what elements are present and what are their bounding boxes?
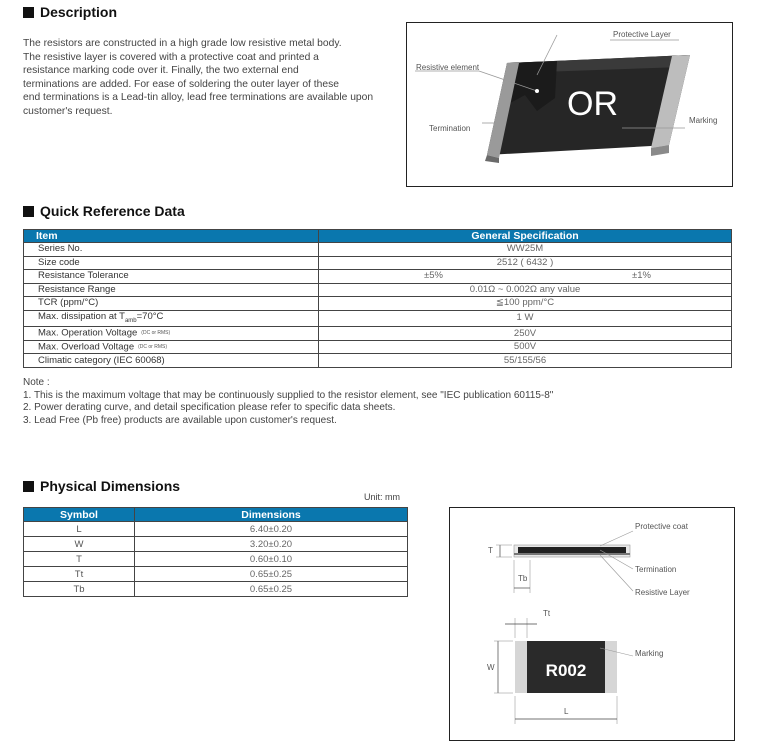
tolerance-value-b: ±1%: [632, 270, 651, 282]
side-view-protective-coat: [518, 547, 626, 553]
label-termination: Termination: [429, 124, 471, 133]
column-header-specification: General Specification: [319, 230, 732, 243]
item-text: Max. Operation Voltage: [38, 327, 138, 339]
label-dim-W: W: [487, 663, 495, 672]
label-dim-L: L: [564, 707, 569, 716]
section-square-icon: [23, 7, 34, 18]
note-heading: Note :: [23, 377, 50, 388]
quick-reference-heading: [23, 203, 185, 219]
description-line: end terminations is a Lead-tin alloy, lead free terminations are available upon: [23, 92, 374, 103]
item-text: Max. dissipation at T: [38, 310, 125, 322]
spec-cell: 2512 ( 6432 ): [319, 256, 732, 270]
dimension-cell: 0.65±0.25: [135, 582, 408, 597]
top-view-right-termination: [605, 641, 617, 693]
spec-cell: 1 W: [319, 310, 732, 327]
table-row: [24, 243, 732, 257]
table-row: [24, 567, 408, 582]
table-row: [24, 582, 408, 597]
description-title: Description: [40, 4, 118, 20]
description-line: The resistors are constructed in a high grade low resistive metal body.: [23, 38, 342, 49]
symbol-cell: W: [24, 537, 135, 552]
label-termination: Termination: [635, 565, 677, 574]
symbol-cell: L: [24, 522, 135, 537]
symbol-cell: T: [24, 552, 135, 567]
spec-cell: 0.01Ω ~ 0.002Ω any value: [319, 283, 732, 297]
table-row: [24, 297, 732, 311]
label-protective-coat: Protective coat: [635, 522, 688, 531]
dimension-drawing-illustration: [450, 508, 734, 740]
item-tail: =70°C: [136, 310, 164, 322]
item-cell: Size code: [24, 256, 319, 270]
label-resistive-element: Resistive element: [416, 63, 480, 72]
dimensions-table: [23, 507, 408, 597]
unit-label: Unit: mm: [364, 492, 400, 502]
resistor-structure-figure: [406, 22, 733, 187]
description-text: [23, 37, 398, 118]
dimension-cell: 3.20±0.20: [135, 537, 408, 552]
column-header-item: Item: [24, 230, 319, 243]
description-line: terminations are added. For ease of soldering the outer layer of these: [23, 78, 339, 90]
dimension-drawing-figure: [449, 507, 735, 741]
resistor-structure-illustration: [407, 23, 732, 186]
table-row: [24, 354, 732, 368]
section-square-icon: [23, 206, 34, 217]
description-line: resistance marking code over it. Finally, the two external end: [23, 65, 299, 76]
note-item: 3. Lead Free (Pb free) products are available upon customer's request.: [23, 414, 337, 426]
dimension-cell: 0.65±0.25: [135, 567, 408, 582]
item-cell: Climatic category (IEC 60068): [24, 354, 319, 368]
spec-cell: 55/155/56: [319, 354, 732, 368]
physical-dimensions-title: Physical Dimensions: [40, 478, 181, 494]
tolerance-value-a: ±5%: [424, 270, 443, 282]
item-cell: [24, 327, 319, 341]
description-heading: [23, 4, 117, 20]
item-note: (DC or RMS): [138, 343, 167, 350]
table-row: [24, 327, 732, 341]
label-dim-Tt: Tt: [543, 609, 551, 618]
table-row: [24, 270, 732, 284]
spec-cell: 500V: [319, 340, 732, 354]
table-header-row: [24, 508, 408, 522]
spec-cell: 250V: [319, 327, 732, 341]
label-protective-layer: Protective Layer: [613, 30, 671, 39]
table-row: [24, 522, 408, 537]
physical-dimensions-heading: [23, 478, 180, 494]
top-view-left-termination: [515, 641, 527, 693]
table-row: [24, 537, 408, 552]
chip-marking: OR: [567, 85, 618, 123]
label-resistive-layer: Resistive Layer: [635, 588, 690, 597]
quick-reference-title: Quick Reference Data: [40, 203, 185, 219]
description-line: The resistive layer is covered with a protective coat and printed a: [23, 51, 319, 63]
symbol-cell: Tt: [24, 567, 135, 582]
spec-cell-split: [319, 270, 732, 284]
symbol-cell: Tb: [24, 582, 135, 597]
label-dim-Tb: Tb: [518, 574, 528, 583]
table-row: [24, 340, 732, 354]
description-line: customer's request.: [23, 105, 113, 117]
table-row: [24, 552, 408, 567]
section-square-icon: [23, 481, 34, 492]
column-header-dimensions: Dimensions: [135, 508, 408, 522]
item-subscript: amb: [124, 317, 137, 324]
label-dim-T: T: [488, 546, 493, 555]
label-marking: Marking: [635, 649, 664, 658]
item-cell: [24, 340, 319, 354]
spec-cell: WW25M: [319, 243, 732, 257]
quick-reference-table: [23, 229, 732, 368]
table-row: [24, 256, 732, 270]
item-cell: Series No.: [24, 243, 319, 257]
label-marking: Marking: [689, 116, 718, 125]
dimension-cell: 0.60±0.10: [135, 552, 408, 567]
side-view-resistive-layer: [514, 553, 630, 555]
table-row: [24, 283, 732, 297]
spec-cell: ≦100 ppm/°C: [319, 297, 732, 311]
table-row: [24, 310, 732, 327]
notes-block: [23, 377, 553, 427]
item-text: Max. Overload Voltage: [38, 341, 135, 353]
dimension-cell: 6.40±0.20: [135, 522, 408, 537]
item-cell: Resistance Tolerance: [24, 270, 319, 284]
item-cell: [24, 310, 319, 327]
note-item: 1. This is the maximum voltage that may be continuously supplied to the resistor element, see "IEC publication 60115-8": [23, 389, 554, 401]
item-cell: Resistance Range: [24, 283, 319, 297]
table-header-row: [24, 230, 732, 243]
note-item: 2. Power derating curve, and detail specification please refer to specific data sheets.: [23, 402, 396, 413]
top-view-marking: R002: [545, 661, 587, 680]
column-header-symbol: Symbol: [24, 508, 135, 522]
item-cell: TCR (ppm/°C): [24, 297, 319, 311]
item-note: (DC or RMS): [141, 330, 171, 337]
